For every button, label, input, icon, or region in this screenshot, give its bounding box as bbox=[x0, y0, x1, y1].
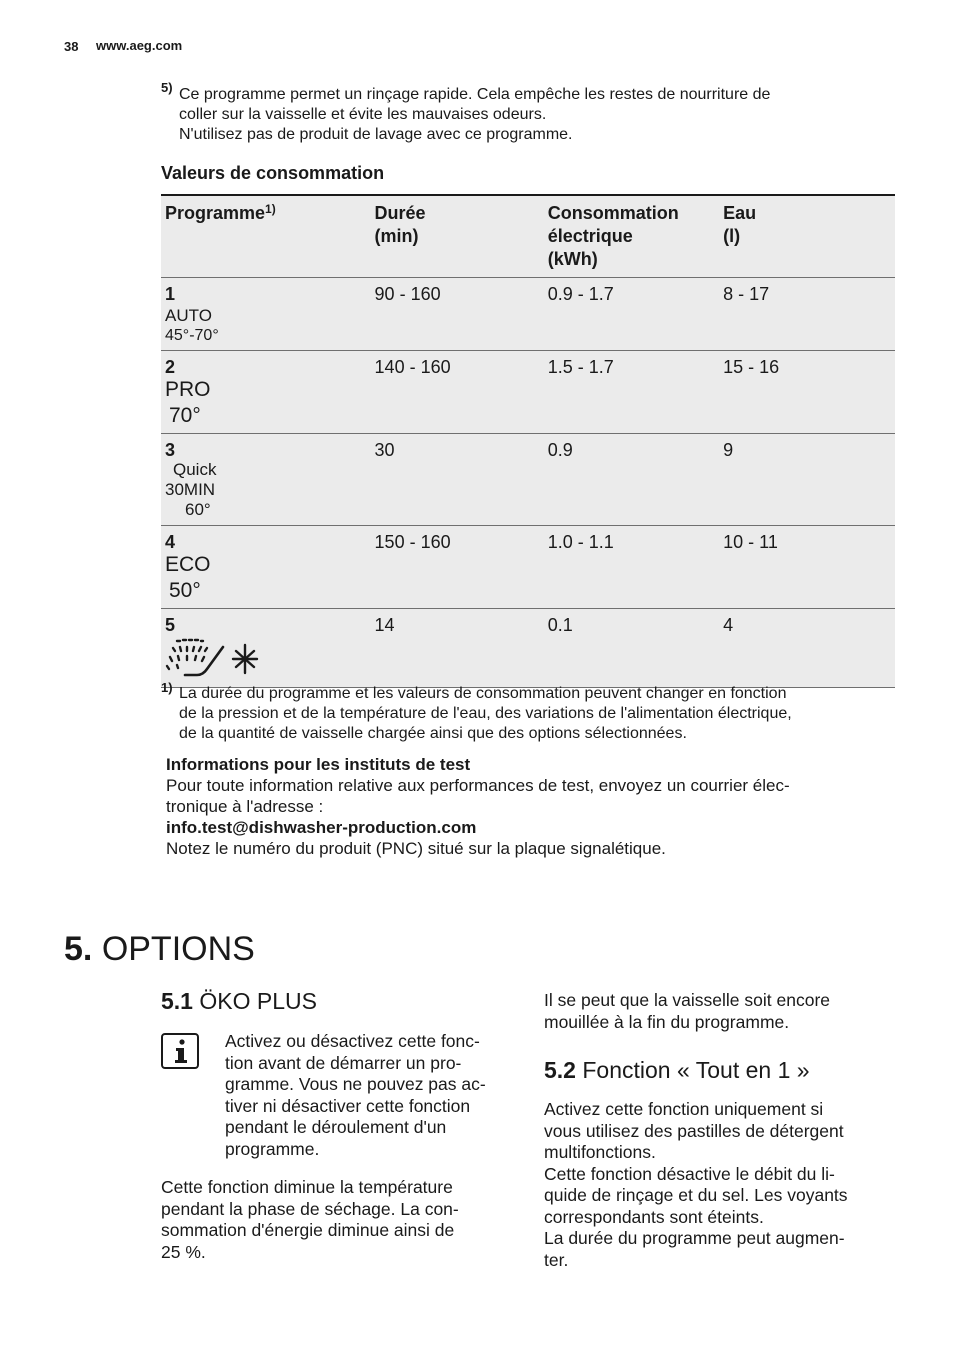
header-energy: Consommation électrique (kWh) bbox=[544, 195, 719, 278]
table-header-row bbox=[161, 195, 895, 278]
water-cell: 9 bbox=[719, 434, 895, 526]
test-info-title: Informations pour les instituts de test bbox=[166, 755, 471, 774]
water-cell: 8 - 17 bbox=[719, 278, 895, 351]
table-row bbox=[161, 351, 895, 434]
footnote-1-line: de la pression et de la température de l'eau, des variations de l'alimentation électrique, bbox=[179, 705, 792, 722]
header-program-footnote: 1) bbox=[265, 202, 276, 216]
quick-duration-label: 30MIN bbox=[165, 480, 216, 499]
water-cell: 4 bbox=[719, 609, 895, 688]
header-program: Programme$^{1)}$ bbox=[161, 195, 371, 278]
rinse-and-hold-icon bbox=[165, 637, 265, 681]
test-info-block bbox=[166, 754, 891, 859]
section-5-1-heading: 5.1 ÖKO PLUS bbox=[161, 988, 317, 1014]
test-info-line: Pour toute information relative aux performances de test, envoyez un courrier élec- bbox=[166, 776, 790, 795]
temperature-label: 50° bbox=[169, 579, 201, 602]
water-cell: 10 - 11 bbox=[719, 526, 895, 609]
pro-program-symbol: PRO bbox=[165, 378, 211, 401]
footnote-1-marker: 1) bbox=[161, 680, 173, 695]
program-cell: 5 bbox=[161, 609, 371, 688]
consumption-title: Valeurs de consommation bbox=[161, 163, 385, 183]
footnote-1-line: de la quantité de vaisselle chargée ainsi que des options sélectionnées. bbox=[179, 725, 687, 742]
energy-cell: 1.5 - 1.7 bbox=[544, 351, 719, 434]
footnote-5-line: N'utilisez pas de produit de lavage avec ce programme. bbox=[179, 126, 573, 143]
footnote-1-text bbox=[179, 684, 894, 744]
quick-program-symbol: Quick bbox=[173, 460, 217, 479]
auto-program-symbol: AUTO bbox=[165, 306, 212, 325]
oko-plus-continued: Il se peut que la vaisselle soit encore mouillée à la fin du programme. bbox=[544, 990, 830, 1032]
program-cell: 4 ECO 50° bbox=[161, 526, 371, 609]
water-cell: 15 - 16 bbox=[719, 351, 895, 434]
footnote-1-line: La durée du programme et les valeurs de consommation peuvent changer en fonction bbox=[179, 685, 787, 702]
eco-program-symbol: ECO bbox=[165, 553, 211, 576]
energy-cell: 0.1 bbox=[544, 609, 719, 688]
footnote-5-text bbox=[179, 85, 879, 145]
footnote-5-line: coller sur la vaisselle et évite les mauvaises odeurs. bbox=[179, 106, 547, 123]
info-icon bbox=[161, 1033, 199, 1069]
duration-cell: 140 - 160 bbox=[371, 351, 544, 434]
program-cell: 2 PRO 70° bbox=[161, 351, 371, 434]
table-row bbox=[161, 278, 895, 351]
program-cell: 3 Quick 30MIN 60° bbox=[161, 434, 371, 526]
duration-cell: 90 - 160 bbox=[371, 278, 544, 351]
oko-plus-body: Cette fonction diminue la température pendant la phase de séchage. La con- sommation d'énergie diminue ainsi de 25 %. bbox=[161, 1177, 459, 1262]
page-number: 38 bbox=[64, 39, 79, 54]
temperature-label: 70° bbox=[169, 404, 201, 427]
temperature-label: 60° bbox=[185, 500, 211, 519]
test-info-line: Notez le numéro du produit (PNC) situé sur la plaque signalétique. bbox=[166, 839, 666, 858]
consumption-table bbox=[161, 194, 895, 688]
test-email-link[interactable]: info.test@dishwasher-production.com bbox=[166, 818, 477, 837]
duration-cell: 14 bbox=[371, 609, 544, 688]
tout-en-1-body: Activez cette fonction uniquement si vous utilisez des pastilles de détergent multifonctions. Cette fonction désactive le débit du li- quide de rinçage et du sel. Les voyants correspondants sont éteints. La durée du programme peut augmen- ter. bbox=[544, 1099, 848, 1270]
chapter-heading: 5. OPTIONS bbox=[64, 930, 255, 968]
oko-plus-note: Activez ou désactivez cette fonc- tion avant de démarrer un pro- gramme. Vous ne pouvez pas ac- tiver ni désactiver cette fonction pendant le déroulement d'un programme. bbox=[225, 1031, 486, 1159]
program-cell: 1 AUTO 45°-70° bbox=[161, 278, 371, 351]
table-row bbox=[161, 609, 895, 688]
header-water: Eau (l) bbox=[719, 195, 895, 278]
temperature-label: 45°-70° bbox=[165, 327, 219, 344]
energy-cell: 0.9 bbox=[544, 434, 719, 526]
table-row bbox=[161, 526, 895, 609]
test-info-line: tronique à l'adresse : bbox=[166, 797, 324, 816]
footnote-5-marker: 5) bbox=[161, 80, 173, 95]
duration-cell: 30 bbox=[371, 434, 544, 526]
duration-cell: 150 - 160 bbox=[371, 526, 544, 609]
footnote-5-line: Ce programme permet un rinçage rapide. Cela empêche les restes de nourriture de bbox=[179, 86, 771, 103]
energy-cell: 1.0 - 1.1 bbox=[544, 526, 719, 609]
website-link[interactable]: www.aeg.com bbox=[96, 38, 183, 53]
energy-cell: 0.9 - 1.7 bbox=[544, 278, 719, 351]
header-duration: Durée (min) bbox=[371, 195, 544, 278]
table-row bbox=[161, 434, 895, 526]
section-5-2-heading: 5.2 Fonction « Tout en 1 » bbox=[544, 1057, 810, 1083]
